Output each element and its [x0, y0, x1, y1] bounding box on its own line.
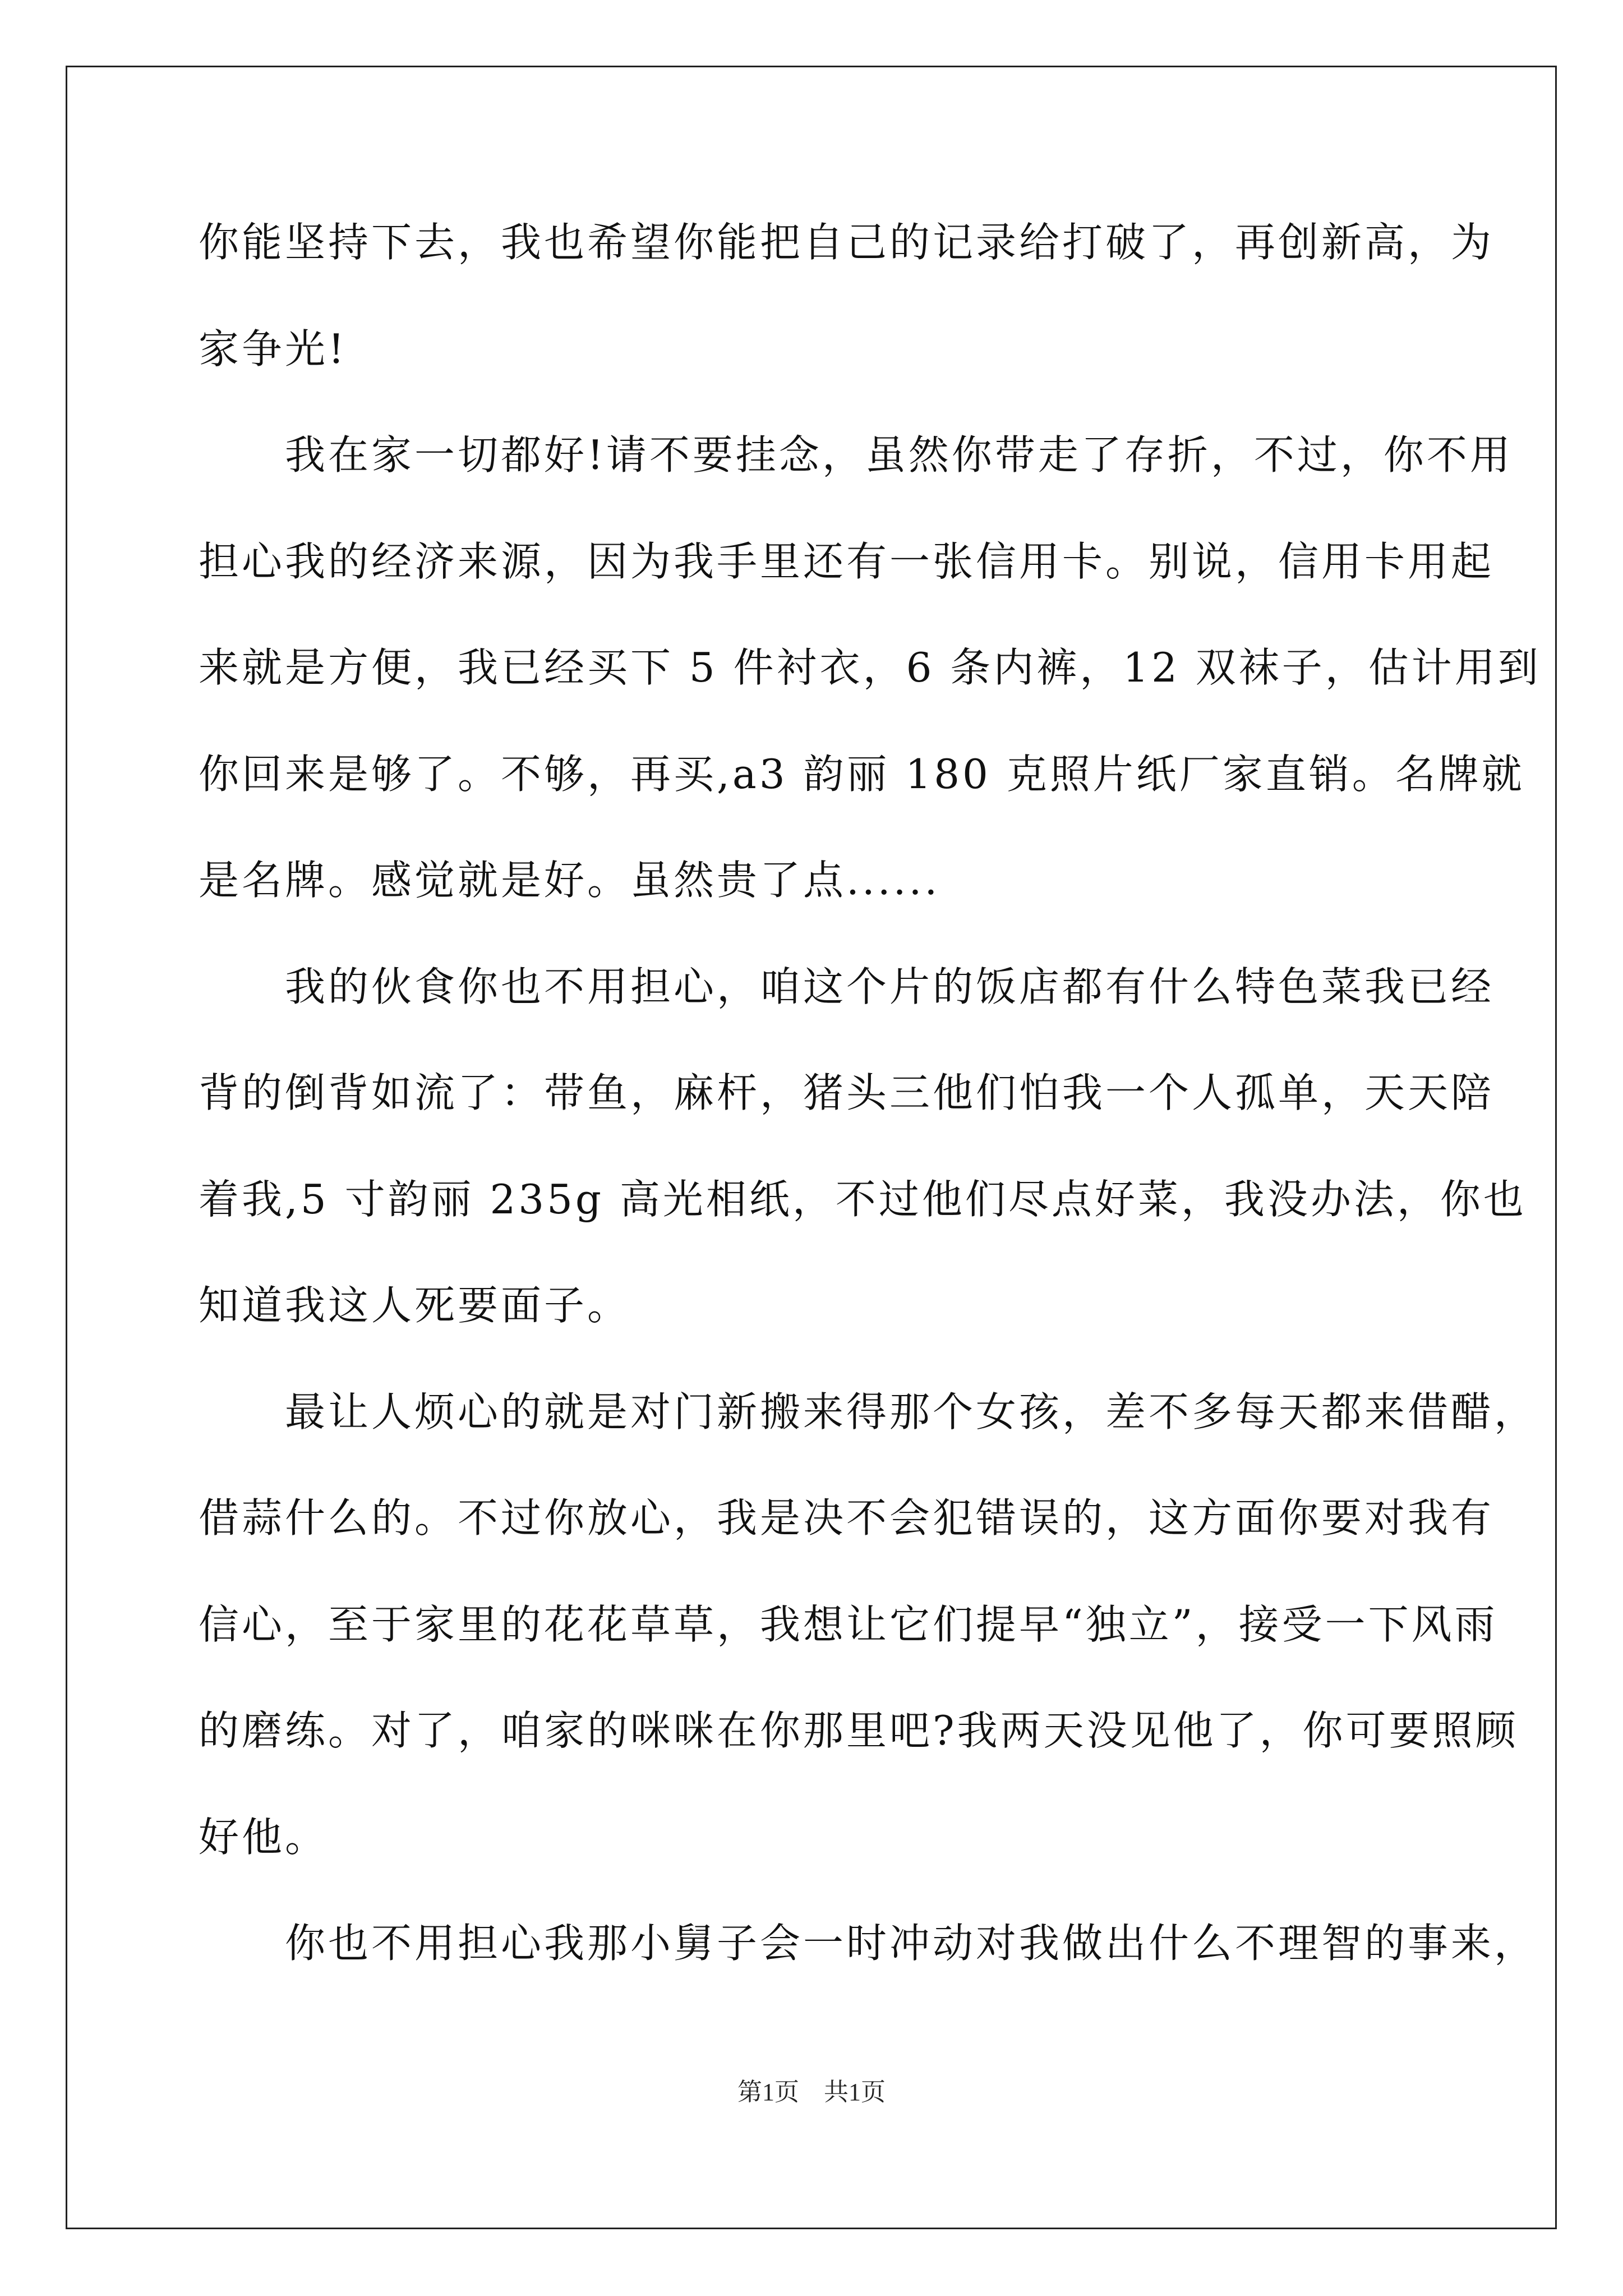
text-line: 家争光! [199, 325, 347, 372]
text-line: 你也不用担心我那小舅子会一时冲动对我做出什么不理智的事来， [199, 1920, 1538, 1967]
text-line: 借蒜什么的。不过你放心，我是决不会犯错误的，这方面你要对我有 [199, 1494, 1495, 1542]
text-line: 来就是方便，我已经买下 5 件衬衣，6 条内裤，12 双袜子，估计用到 [199, 644, 1541, 691]
text-line: 着我,5 寸韵丽 235g 高光相纸，不过他们尽点好菜，我没办法，你也 [199, 1176, 1527, 1223]
text-line: 担心我的经济来源，因为我手里还有一张信用卡。别说，信用卡用起 [199, 538, 1495, 585]
text-line: 你能坚持下去，我也希望你能把自己的记录给打破了，再创新高，为 [199, 219, 1495, 266]
text-line: 背的倒背如流了：带鱼，麻杆，猪头三他们怕我一个人孤单，天天陪 [199, 1069, 1495, 1116]
text-line: 我的伙食你也不用担心，咱这个片的饭店都有什么特色菜我已经 [199, 963, 1495, 1010]
page-border [66, 66, 1557, 2229]
page-number-footer: 第1页 共1页 [737, 2078, 886, 2106]
text-line: 是名牌。感觉就是好。虽然贵了点...... [199, 857, 940, 904]
text-line: 信心，至于家里的花花草草，我想让它们提早“独立”，接受一下风雨 [199, 1601, 1498, 1648]
text-line: 的磨练。对了，咱家的咪咪在你那里吧?我两天没见他了，你可要照顾 [199, 1707, 1519, 1754]
text-line: 最让人烦心的就是对门新搬来得那个女孩，差不多每天都来借醋， [199, 1388, 1538, 1435]
text-line: 你回来是够了。不够，再买,a3 韵丽 180 克照片纸厂家直销。名牌就 [199, 751, 1525, 798]
text-line: 知道我这人死要面子。 [199, 1282, 631, 1329]
text-line: 我在家一切都好!请不要挂念，虽然你带走了存折，不过，你不用 [199, 431, 1513, 478]
text-line: 好他。 [199, 1814, 329, 1861]
